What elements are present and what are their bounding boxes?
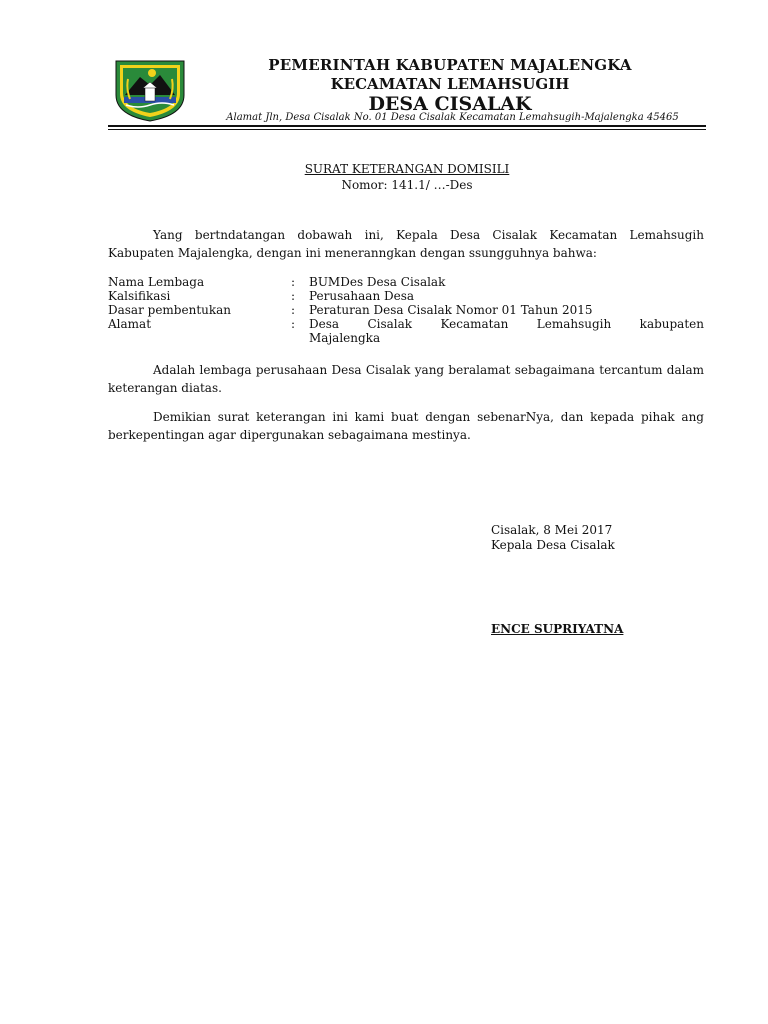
field-value-line: Majalengka (309, 331, 381, 345)
letterhead-district-name: KECAMATAN LEMAHSUGIH (330, 75, 570, 93)
majalengka-regency-emblem-icon (112, 55, 188, 123)
closing-paragraph: Demikian surat keterangan ini kami buat dengan sebenarNya, dan kepada pihak ang berkepentingan agar dipergunakan sebagaimana mestinya. (108, 410, 704, 442)
letterhead-address: Alamat Jln, Desa Cisalak No. 01 Desa Cisalak Kecamatan Lemahsugih-Majalengka 45465 (226, 112, 679, 123)
field-colon: : (291, 275, 296, 289)
field-value: Perusahaan Desa (309, 289, 415, 303)
field-colon: : (291, 303, 296, 317)
field-colon: : (291, 289, 296, 303)
letterhead-government-name: PEMERINTAH KABUPATEN MAJALENGKA (268, 56, 632, 74)
letter-title: SURAT KETERANGAN DOMISILI (304, 162, 510, 176)
field-value-line: Desa Cisalak Kecamatan Lemahsugih kabupaten (309, 317, 704, 331)
field-value-address (309, 317, 704, 345)
letter-number: Nomor: 141.1/ …-Des (341, 178, 473, 192)
field-value: Peraturan Desa Cisalak Nomor 01 Tahun 2015 (309, 303, 593, 317)
letterhead-divider-thick (108, 125, 706, 127)
field-label: Nama Lembaga (108, 275, 205, 289)
field-label: Kalsifikasi (108, 289, 171, 303)
field-label: Alamat (108, 317, 152, 331)
signature-place-date: Cisalak, 8 Mei 2017 (491, 523, 613, 537)
signature-title: Kepala Desa Cisalak (491, 538, 615, 552)
signature-name: ENCE SUPRIYATNA (491, 622, 624, 636)
letterhead-village-name: DESA CISALAK (368, 93, 532, 115)
field-value: BUMDes Desa Cisalak (309, 275, 446, 289)
opening-paragraph: Yang bertndatangan dobawah ini, Kepala Desa Cisalak Kecamatan Lemahsugih Kabupaten Majalengka, dengan ini meneranngkan dengan ssungguhnya bahwa: (108, 228, 704, 260)
letterhead-divider-thin (108, 129, 706, 130)
field-colon: : (291, 317, 296, 331)
field-label: Dasar pembentukan (108, 303, 232, 317)
body-paragraph: Adalah lembaga perusahaan Desa Cisalak yang beralamat sebagaimana tercantum dalam keterangan diatas. (108, 363, 704, 395)
